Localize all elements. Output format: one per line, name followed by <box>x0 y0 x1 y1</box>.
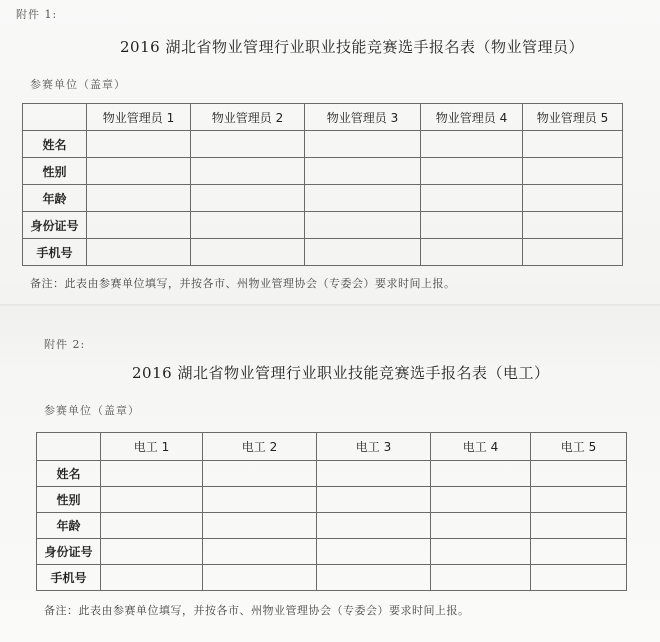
entry-cell[interactable] <box>421 239 523 266</box>
entry-cell[interactable] <box>431 461 531 487</box>
entry-cell[interactable] <box>531 513 627 539</box>
entry-cell[interactable] <box>421 212 523 239</box>
entry-cell[interactable] <box>523 239 623 266</box>
table-header-row <box>23 104 623 131</box>
entry-cell[interactable] <box>317 461 431 487</box>
row-label: 姓名 <box>37 461 101 487</box>
table-row <box>23 239 623 266</box>
entry-cell[interactable] <box>191 158 305 185</box>
form-sheet-1 <box>0 0 660 306</box>
table-row <box>37 513 627 539</box>
row-label: 姓名 <box>23 131 87 158</box>
column-header: 物业管理员 4 <box>421 104 523 131</box>
entry-cell[interactable] <box>305 239 421 266</box>
attachment-label: 附件 2: <box>44 338 86 351</box>
unit-label: 参赛单位（盖章） <box>44 404 140 417</box>
footnote: 备注：此表由参赛单位填写，并按各市、州物业管理协会（专委会）要求时间上报。 <box>44 604 470 617</box>
entry-cell[interactable] <box>101 565 203 591</box>
table-row <box>37 565 627 591</box>
entry-cell[interactable] <box>191 131 305 158</box>
column-header: 物业管理员 1 <box>87 104 191 131</box>
entry-cell[interactable] <box>87 131 191 158</box>
entry-cell[interactable] <box>87 158 191 185</box>
corner-cell <box>37 433 101 461</box>
entry-cell[interactable] <box>421 131 523 158</box>
table-row <box>23 158 623 185</box>
entry-cell[interactable] <box>523 131 623 158</box>
registration-table <box>22 103 623 266</box>
entry-cell[interactable] <box>203 513 317 539</box>
entry-cell[interactable] <box>431 539 531 565</box>
entry-cell[interactable] <box>203 487 317 513</box>
entry-cell[interactable] <box>203 539 317 565</box>
entry-cell[interactable] <box>305 212 421 239</box>
entry-cell[interactable] <box>87 239 191 266</box>
registration-table <box>36 432 627 591</box>
entry-cell[interactable] <box>531 565 627 591</box>
entry-cell[interactable] <box>203 461 317 487</box>
form-title: 2016 湖北省物业管理行业职业技能竞赛选手报名表（物业管理员） <box>120 38 584 56</box>
entry-cell[interactable] <box>317 565 431 591</box>
corner-cell <box>23 104 87 131</box>
row-label: 性别 <box>23 158 87 185</box>
entry-cell[interactable] <box>431 513 531 539</box>
entry-cell[interactable] <box>317 539 431 565</box>
row-label: 身份证号 <box>23 212 87 239</box>
row-label: 年龄 <box>23 185 87 212</box>
entry-cell[interactable] <box>101 461 203 487</box>
column-header: 电工 5 <box>531 433 627 461</box>
row-label: 年龄 <box>37 513 101 539</box>
entry-cell[interactable] <box>531 539 627 565</box>
footnote: 备注：此表由参赛单位填写，并按各市、州物业管理协会（专委会）要求时间上报。 <box>30 277 456 290</box>
column-header: 物业管理员 3 <box>305 104 421 131</box>
entry-cell[interactable] <box>87 212 191 239</box>
form-sheet-2 <box>0 306 660 642</box>
entry-cell[interactable] <box>431 565 531 591</box>
row-label: 手机号 <box>37 565 101 591</box>
table-row <box>23 131 623 158</box>
entry-cell[interactable] <box>421 158 523 185</box>
entry-cell[interactable] <box>305 185 421 212</box>
entry-cell[interactable] <box>191 212 305 239</box>
column-header: 电工 4 <box>431 433 531 461</box>
column-header: 电工 1 <box>101 433 203 461</box>
row-label: 性别 <box>37 487 101 513</box>
table-row <box>23 185 623 212</box>
entry-cell[interactable] <box>101 487 203 513</box>
column-header: 电工 2 <box>203 433 317 461</box>
entry-cell[interactable] <box>523 185 623 212</box>
entry-cell[interactable] <box>523 212 623 239</box>
entry-cell[interactable] <box>421 185 523 212</box>
table-header-row <box>37 433 627 461</box>
entry-cell[interactable] <box>531 461 627 487</box>
row-label: 手机号 <box>23 239 87 266</box>
column-header: 物业管理员 5 <box>523 104 623 131</box>
entry-cell[interactable] <box>523 158 623 185</box>
column-header: 物业管理员 2 <box>191 104 305 131</box>
entry-cell[interactable] <box>531 487 627 513</box>
entry-cell[interactable] <box>87 185 191 212</box>
entry-cell[interactable] <box>191 239 305 266</box>
unit-label: 参赛单位（盖章） <box>30 78 126 91</box>
entry-cell[interactable] <box>101 513 203 539</box>
entry-cell[interactable] <box>191 185 305 212</box>
entry-cell[interactable] <box>203 565 317 591</box>
entry-cell[interactable] <box>101 539 203 565</box>
entry-cell[interactable] <box>317 487 431 513</box>
form-title: 2016 湖北省物业管理行业职业技能竞赛选手报名表（电工） <box>132 364 550 382</box>
entry-cell[interactable] <box>305 131 421 158</box>
table-row <box>37 539 627 565</box>
table-row <box>23 212 623 239</box>
entry-cell[interactable] <box>305 158 421 185</box>
row-label: 身份证号 <box>37 539 101 565</box>
entry-cell[interactable] <box>317 513 431 539</box>
entry-cell[interactable] <box>431 487 531 513</box>
table-row <box>37 461 627 487</box>
table-row <box>37 487 627 513</box>
attachment-label: 附件 1: <box>16 8 58 21</box>
column-header: 电工 3 <box>317 433 431 461</box>
